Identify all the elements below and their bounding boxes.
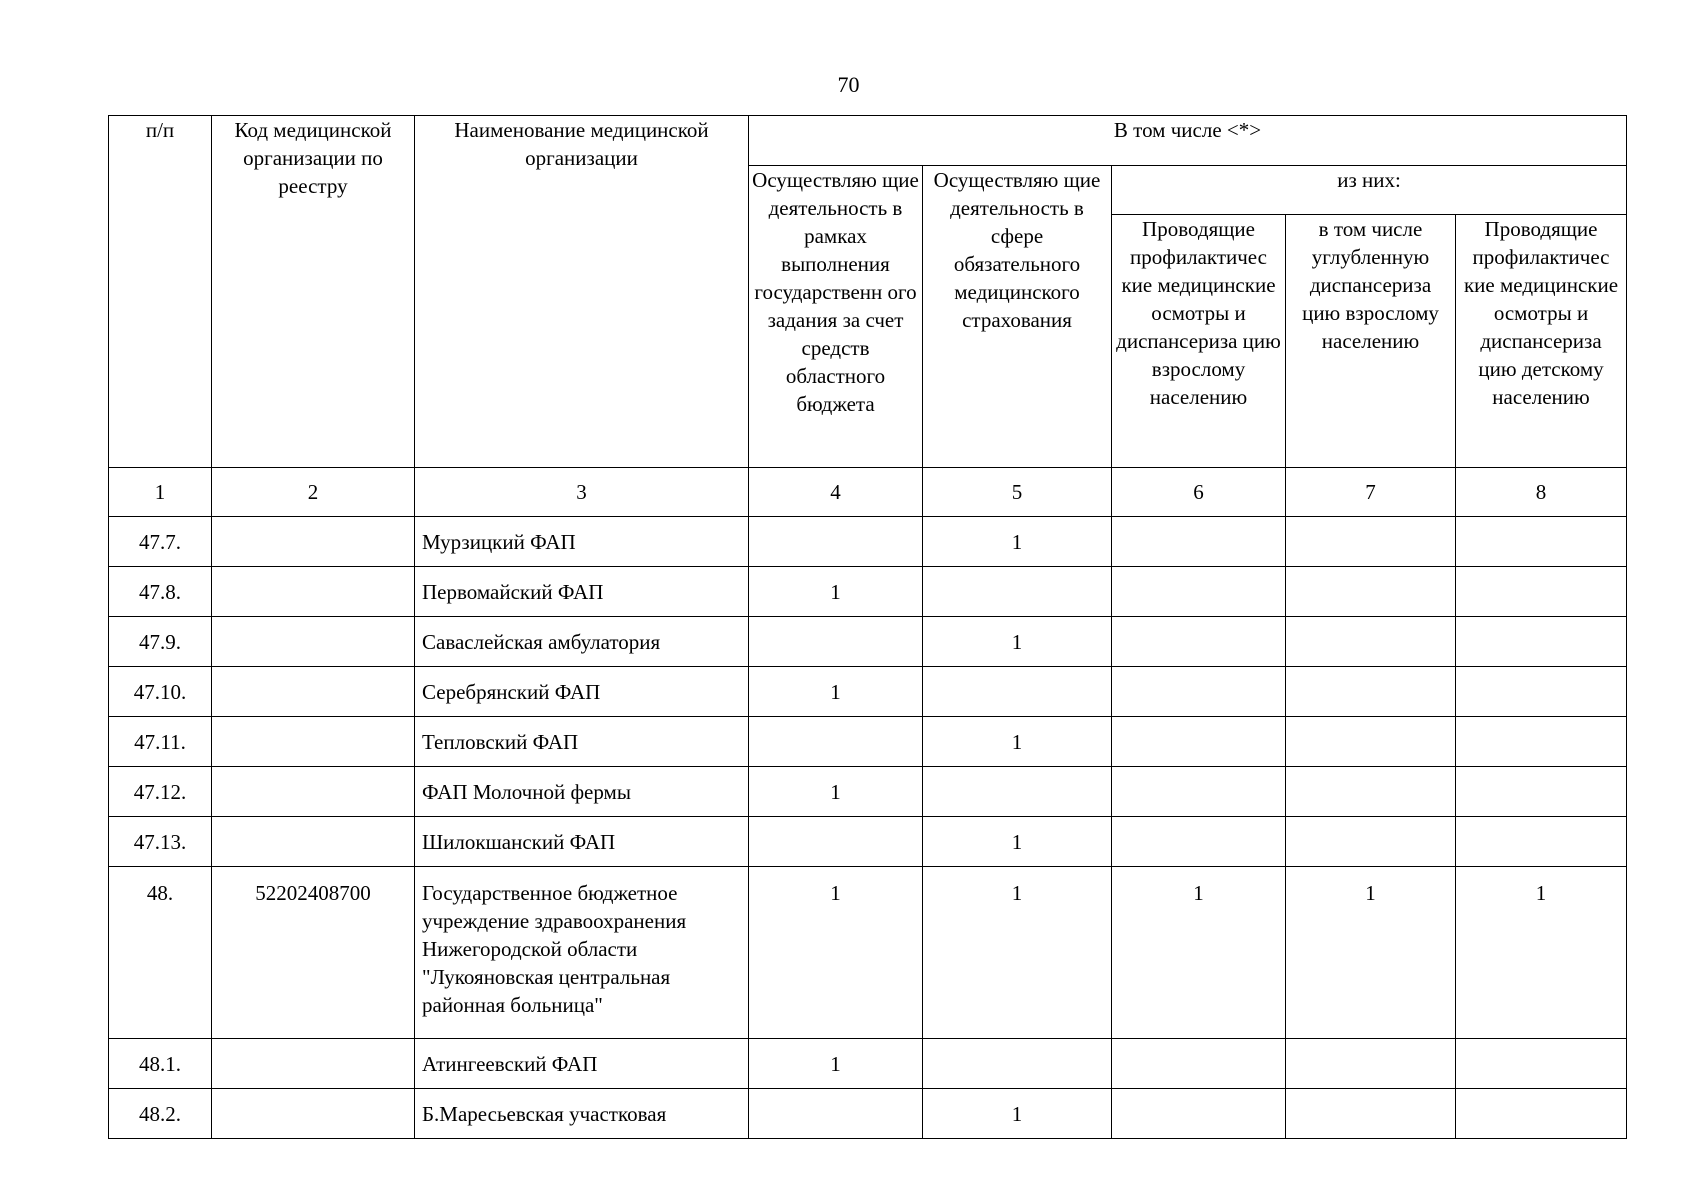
registry-code: [212, 617, 415, 667]
registry-code: [212, 717, 415, 767]
column-number: 3: [415, 468, 749, 517]
table-row: [109, 617, 1627, 667]
cell-compulsory-insurance: 1: [923, 817, 1112, 867]
header-row-number: п/п: [109, 116, 212, 468]
page-number: 70: [837, 72, 860, 97]
cell-child-examinations: [1456, 817, 1627, 867]
organization-name: Б.Маресьевская участковая: [415, 1089, 749, 1139]
cell-adult-examinations: 1: [1112, 867, 1286, 1039]
organization-name: Шилокшанский ФАП: [415, 817, 749, 867]
cell-state-assignment: 1: [749, 867, 923, 1039]
table-row: [109, 717, 1627, 767]
row-number: 47.8.: [109, 567, 212, 617]
row-number: 47.11.: [109, 717, 212, 767]
registry-code: [212, 817, 415, 867]
row-number: 48.: [109, 867, 212, 1039]
cell-adult-examinations: [1112, 517, 1286, 567]
table-row: [109, 767, 1627, 817]
column-number: 1: [109, 468, 212, 517]
cell-adult-examinations: [1112, 617, 1286, 667]
cell-compulsory-insurance: 1: [923, 867, 1112, 1039]
registry-code: [212, 1089, 415, 1139]
cell-in-depth-examination: [1286, 767, 1456, 817]
cell-compulsory-insurance: [923, 767, 1112, 817]
header-registry-code: Код медицинской организации по реестру: [212, 116, 415, 468]
organization-name: Государственное бюджетное учреждение здравоохранения Нижегородской области "Лукояновская центральная районная больница": [415, 867, 749, 1039]
cell-in-depth-examination: [1286, 667, 1456, 717]
cell-compulsory-insurance: [923, 567, 1112, 617]
cell-compulsory-insurance: 1: [923, 617, 1112, 667]
cell-child-examinations: [1456, 717, 1627, 767]
cell-adult-examinations: [1112, 567, 1286, 617]
cell-adult-examinations: [1112, 767, 1286, 817]
cell-in-depth-examination: [1286, 517, 1456, 567]
cell-in-depth-examination: [1286, 1089, 1456, 1139]
row-number: 47.12.: [109, 767, 212, 817]
cell-in-depth-examination: [1286, 817, 1456, 867]
row-number: 48.1.: [109, 1039, 212, 1089]
organizations-table: [108, 115, 1627, 1139]
cell-state-assignment: 1: [749, 767, 923, 817]
organization-name: Атингеевский ФАП: [415, 1039, 749, 1089]
cell-state-assignment: [749, 617, 923, 667]
cell-child-examinations: [1456, 1089, 1627, 1139]
cell-adult-examinations: [1112, 1039, 1286, 1089]
table-row: [109, 517, 1627, 567]
header-in-depth-examination: в том числе углубленную диспансериза цию взрослому населению: [1286, 215, 1456, 468]
registry-code: [212, 667, 415, 717]
cell-state-assignment: [749, 717, 923, 767]
cell-child-examinations: [1456, 767, 1627, 817]
cell-child-examinations: 1: [1456, 867, 1627, 1039]
row-number: 48.2.: [109, 1089, 212, 1139]
cell-child-examinations: [1456, 1039, 1627, 1089]
cell-child-examinations: [1456, 667, 1627, 717]
header-compulsory-insurance: Осуществляю щие деятельность в сфере обязательного медицинского страхования: [923, 166, 1112, 468]
registry-code: [212, 1039, 415, 1089]
cell-adult-examinations: [1112, 717, 1286, 767]
row-number: 47.13.: [109, 817, 212, 867]
row-number: 47.10.: [109, 667, 212, 717]
header-of-them-group: из них:: [1112, 166, 1627, 215]
table-row: [109, 667, 1627, 717]
cell-child-examinations: [1456, 617, 1627, 667]
organization-name: Первомайский ФАП: [415, 567, 749, 617]
cell-state-assignment: [749, 817, 923, 867]
cell-in-depth-examination: [1286, 717, 1456, 767]
cell-state-assignment: 1: [749, 1039, 923, 1089]
cell-state-assignment: [749, 517, 923, 567]
cell-adult-examinations: [1112, 817, 1286, 867]
cell-adult-examinations: [1112, 1089, 1286, 1139]
registry-code: [212, 567, 415, 617]
organization-name: Мурзицкий ФАП: [415, 517, 749, 567]
organization-name: Тепловский ФАП: [415, 717, 749, 767]
column-number: 4: [749, 468, 923, 517]
cell-compulsory-insurance: 1: [923, 1089, 1112, 1139]
cell-child-examinations: [1456, 567, 1627, 617]
organization-name: Саваслейская амбулатория: [415, 617, 749, 667]
table-row: [109, 1039, 1627, 1089]
cell-state-assignment: 1: [749, 667, 923, 717]
cell-in-depth-examination: [1286, 567, 1456, 617]
column-number: 7: [1286, 468, 1456, 517]
row-number: 47.7.: [109, 517, 212, 567]
header-organization-name: Наименование медицинской организации: [415, 116, 749, 468]
cell-in-depth-examination: 1: [1286, 867, 1456, 1039]
table-row: [109, 817, 1627, 867]
row-number: 47.9.: [109, 617, 212, 667]
cell-compulsory-insurance: 1: [923, 717, 1112, 767]
cell-child-examinations: [1456, 517, 1627, 567]
column-number: 2: [212, 468, 415, 517]
cell-compulsory-insurance: 1: [923, 517, 1112, 567]
cell-compulsory-insurance: [923, 667, 1112, 717]
cell-in-depth-examination: [1286, 617, 1456, 667]
registry-code: [212, 767, 415, 817]
cell-in-depth-examination: [1286, 1039, 1456, 1089]
table-row: [109, 1089, 1627, 1139]
column-number: 8: [1456, 468, 1627, 517]
header-adult-examinations: Проводящие профилактичес кие медицинские осмотры и диспансериза цию взрослому населению: [1112, 215, 1286, 468]
organization-name: Серебрянский ФАП: [415, 667, 749, 717]
cell-state-assignment: [749, 1089, 923, 1139]
organization-name: ФАП Молочной фермы: [415, 767, 749, 817]
column-number: 6: [1112, 468, 1286, 517]
column-numbers-row: [109, 468, 1627, 517]
column-number: 5: [923, 468, 1112, 517]
cell-state-assignment: 1: [749, 567, 923, 617]
header-state-assignment: Осуществляю щие деятельность в рамках выполнения государственн ого задания за счет средств областного бюджета: [749, 166, 923, 468]
registry-code: 52202408700: [212, 867, 415, 1039]
cell-compulsory-insurance: [923, 1039, 1112, 1089]
cell-adult-examinations: [1112, 667, 1286, 717]
table-row: [109, 867, 1627, 1039]
registry-code: [212, 517, 415, 567]
header-child-examinations: Проводящие профилактичес кие медицинские осмотры и диспансериза цию детскому населению: [1456, 215, 1627, 468]
table-row: [109, 567, 1627, 617]
header-including-group: В том числе <*>: [749, 116, 1627, 166]
